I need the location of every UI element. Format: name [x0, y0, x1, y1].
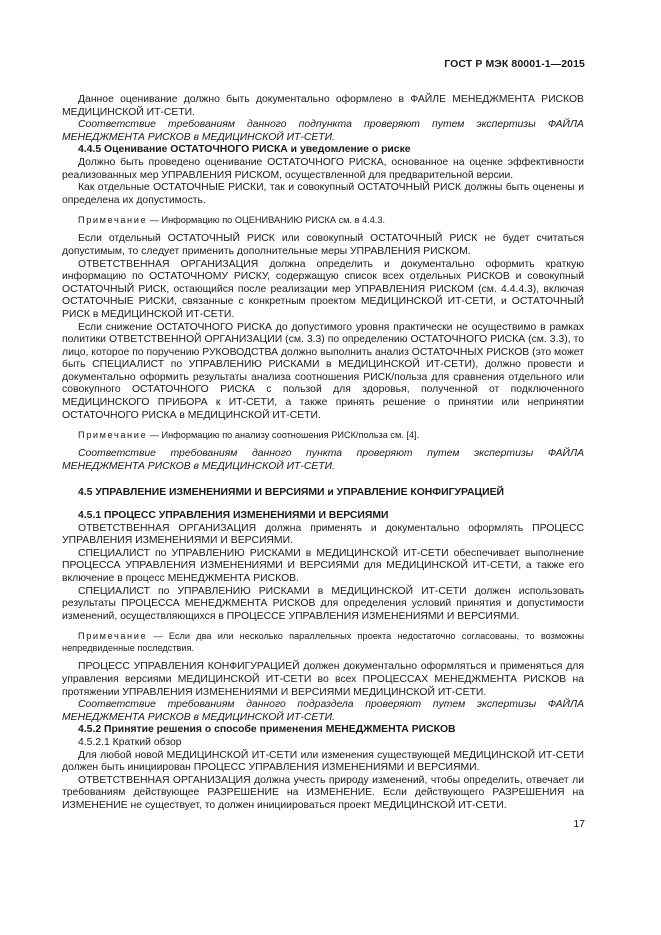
note-label: Примечание — [78, 430, 148, 441]
paragraph: ПРОЦЕСС УПРАВЛЕНИЯ КОНФИГУРАЦИЕЙ должен документально оформляться и применяться для управления версиями МЕДИЦИНСКОЙ ИТ-СЕТИ во всех ПРОЦЕССАХ МЕНЕДЖМЕНТА РИСКОВ на протяжении УПРАВЛЕНИЯ ИЗМЕНЕНИЯМИ И ВЕРСИЯМИ МЕДИЦИНСКОЙ ИТ-СЕТИ. — [62, 661, 584, 698]
paragraph: ОТВЕТСТВЕННАЯ ОРГАНИЗАЦИЯ должна учесть природу изменений, чтобы определить, отвечает ли требованиям действующее РАЗРЕШЕНИЕ на ИЗМЕНЕНИЕ. Если действующего РАЗРЕШЕНИЯ на ИЗМЕНЕНИЕ не существует, то должен инициироваться проект МЕДИЦИНСКОЙ ИТ-СЕТИ. — [62, 774, 584, 811]
compliance-paragraph: Соответствие требованиям данного подраздела проверяют путем экспертизы ФАЙЛА МЕНЕДЖМЕНТА РИСКОВ в МЕДИЦИНСКОЙ ИТ-СЕТИ. — [62, 699, 584, 723]
paragraph: Должно быть проведено оценивание ОСТАТОЧНОГО РИСКА, основанное на оценке эффективности реализованных мер УПРАВЛЕНИЯ РИСКОМ, осуществленной для предварительной версии. — [62, 156, 584, 181]
paragraph: Как отдельные ОСТАТОЧНЫЕ РИСКИ, так и совокупный ОСТАТОЧНЫЙ РИСК должны быть оценены и определена их допустимость. — [62, 182, 584, 206]
paragraph: Данное оценивание должно быть документально оформлено в ФАЙЛЕ МЕНЕДЖМЕНТА РИСКОВ МЕДИЦИНСКОЙ ИТ-СЕТИ. — [62, 94, 584, 118]
note-text: — Если два или несколько параллельных проекта недостаточно согласованы, то возможны непредвиденные последствия. — [62, 631, 584, 654]
paragraph: Если снижение ОСТАТОЧНОГО РИСКА до допустимого уровня практически не осуществимо в рамках политики ОТВЕТСТВЕННОЙ ОРГАНИЗАЦИИ (см. 3.3) по определению ОСТАТОЧНОГО РИСКА (см. 3.3), то лицо, которое по поручению РУКОВОДСТВА должно выполнить анализ ОСТАТОЧНЫХ РИСКОВ (это может быть СПЕЦИАЛИСТ по УПРАВЛЕНИЮ РИСКАМИ в МЕДИЦИНСКОЙ ИТ-СЕТИ), должно провести и документально оформить результаты анализа соотношения РИСК/польза для сравнения отдельного или совокупного ОСТАТОЧНОГО РИСКА с пользой для здоровья, полученной от подключенного МЕДИЦИНСКОГО ПРИБОРА к ИТ-СЕТИ, а также принять решение о принятии или непринятии ОСТАТОЧНОГО РИСКА в МЕДИЦИНСКОЙ ИТ-СЕТИ. — [62, 321, 584, 421]
document-header: ГОСТ Р МЭК 80001-1—2015 — [444, 58, 585, 70]
paragraph: СПЕЦИАЛИСТ по УПРАВЛЕНИЮ РИСКАМИ в МЕДИЦИНСКОЙ ИТ-СЕТИ должен использовать результаты ПРОЦЕССА МЕНЕДЖМЕНТА РИСКОВ для определения условий принятия и допустимости изменений, осуществляющихся в ПРОЦЕССЕ УПРАВЛЕНИЯ ИЗМЕНЕНИЯМИ И ВЕРСИЯМИ. — [62, 585, 584, 622]
paragraph: ОТВЕТСТВЕННАЯ ОРГАНИЗАЦИЯ должна применять и документально оформлять ПРОЦЕСС УПРАВЛЕНИЯ ИЗМЕНЕНИЯМИ И ВЕРСИЯМИ. — [62, 522, 584, 547]
subsection-heading-4-5-2: 4.5.2 Принятие решения о способе применения МЕНЕДЖМЕНТА РИСКОВ — [78, 724, 456, 736]
paragraph: Если отдельный ОСТАТОЧНЫЙ РИСК или совокупный ОСТАТОЧНЫЙ РИСК не будет считаться допустимым, то следует применить дополнительные меры УПРАВЛЕНИЯ РИСКОМ. — [62, 233, 584, 257]
subsection-heading-4-4-5: 4.4.5 Оценивание ОСТАТОЧНОГО РИСКА и уведомление о риске — [78, 144, 411, 156]
section-heading-4-5: 4.5 УПРАВЛЕНИЕ ИЗМЕНЕНИЯМИ И ВЕРСИЯМИ и УПРАВЛЕНИЕ КОНФИГУРАЦИЕЙ — [78, 487, 504, 499]
paragraph: Для любой новой МЕДИЦИНСКОЙ ИТ-СЕТИ или изменения существующей МЕДИЦИНСКОЙ ИТ-СЕТИ должен быть инициирован ПРОЦЕСС УПРАВЛЕНИЯ ИЗМЕНЕНИЯМИ И ВЕРСИЯМИ. — [62, 749, 584, 774]
paragraph: ОТВЕТСТВЕННАЯ ОРГАНИЗАЦИЯ должна определить и документально оформить краткую информацию по ОСТАТОЧНОМУ РИСКУ, содержащую список всех отдельных РИСКОВ и совокупный ОСТАТОЧНЫЙ РИСК, остающийся после реализации мер УПРАВЛЕНИЯ РИСКОМ (см. 4.4.4.3), включая ОСТАТОЧНЫЕ РИСКИ, связанные с конкретным проектом МЕДИЦИНСКОЙ ИТ-СЕТИ, и ОСТАТОЧНЫЙ РИСК в МЕДИЦИНСКОЙ ИТ-СЕТИ. — [62, 258, 584, 320]
document-body — [62, 94, 584, 813]
page-number: 17 — [573, 818, 585, 830]
note — [62, 630, 584, 654]
paragraph: СПЕЦИАЛИСТ по УПРАВЛЕНИЮ РИСКАМИ в МЕДИЦИНСКОЙ ИТ-СЕТИ обеспечивает выполнение ПРОЦЕССА УПРАВЛЕНИЯ ИЗМЕНЕНИЯМИ И ВЕРСИЯМИ для МЕДИЦИНСКОЙ ИТ-СЕТИ, а также его включение в процесс МЕНЕДЖМЕНТА РИСКОВ. — [62, 547, 584, 584]
note — [62, 214, 584, 226]
subsection-heading-4-5-1: 4.5.1 ПРОЦЕСС УПРАВЛЕНИЯ ИЗМЕНЕНИЯМИ И ВЕРСИЯМИ — [78, 510, 389, 522]
note-label: Примечание — [78, 215, 148, 226]
note-label: Примечание — [78, 631, 148, 642]
note-text: — Информацию по анализу соотношения РИСК/польза см. [4]. — [149, 430, 420, 441]
note — [62, 429, 584, 441]
compliance-paragraph: Соответствие требованиям данного пункта проверяют путем экспертизы ФАЙЛА МЕНЕДЖМЕНТА РИСКОВ в МЕДИЦИНСКОЙ ИТ-СЕТИ. — [62, 448, 584, 472]
compliance-paragraph: Соответствие требованиям данного подпункта проверяют путем экспертизы ФАЙЛА МЕНЕДЖМЕНТА РИСКОВ в МЕДИЦИНСКОЙ ИТ-СЕТИ. — [62, 119, 584, 143]
note-text: — Информацию по ОЦЕНИВАНИЮ РИСКА см. в 4.4.3. — [149, 215, 386, 226]
subsection-heading-4-5-2-1: 4.5.2.1 Краткий обзор — [78, 736, 182, 748]
